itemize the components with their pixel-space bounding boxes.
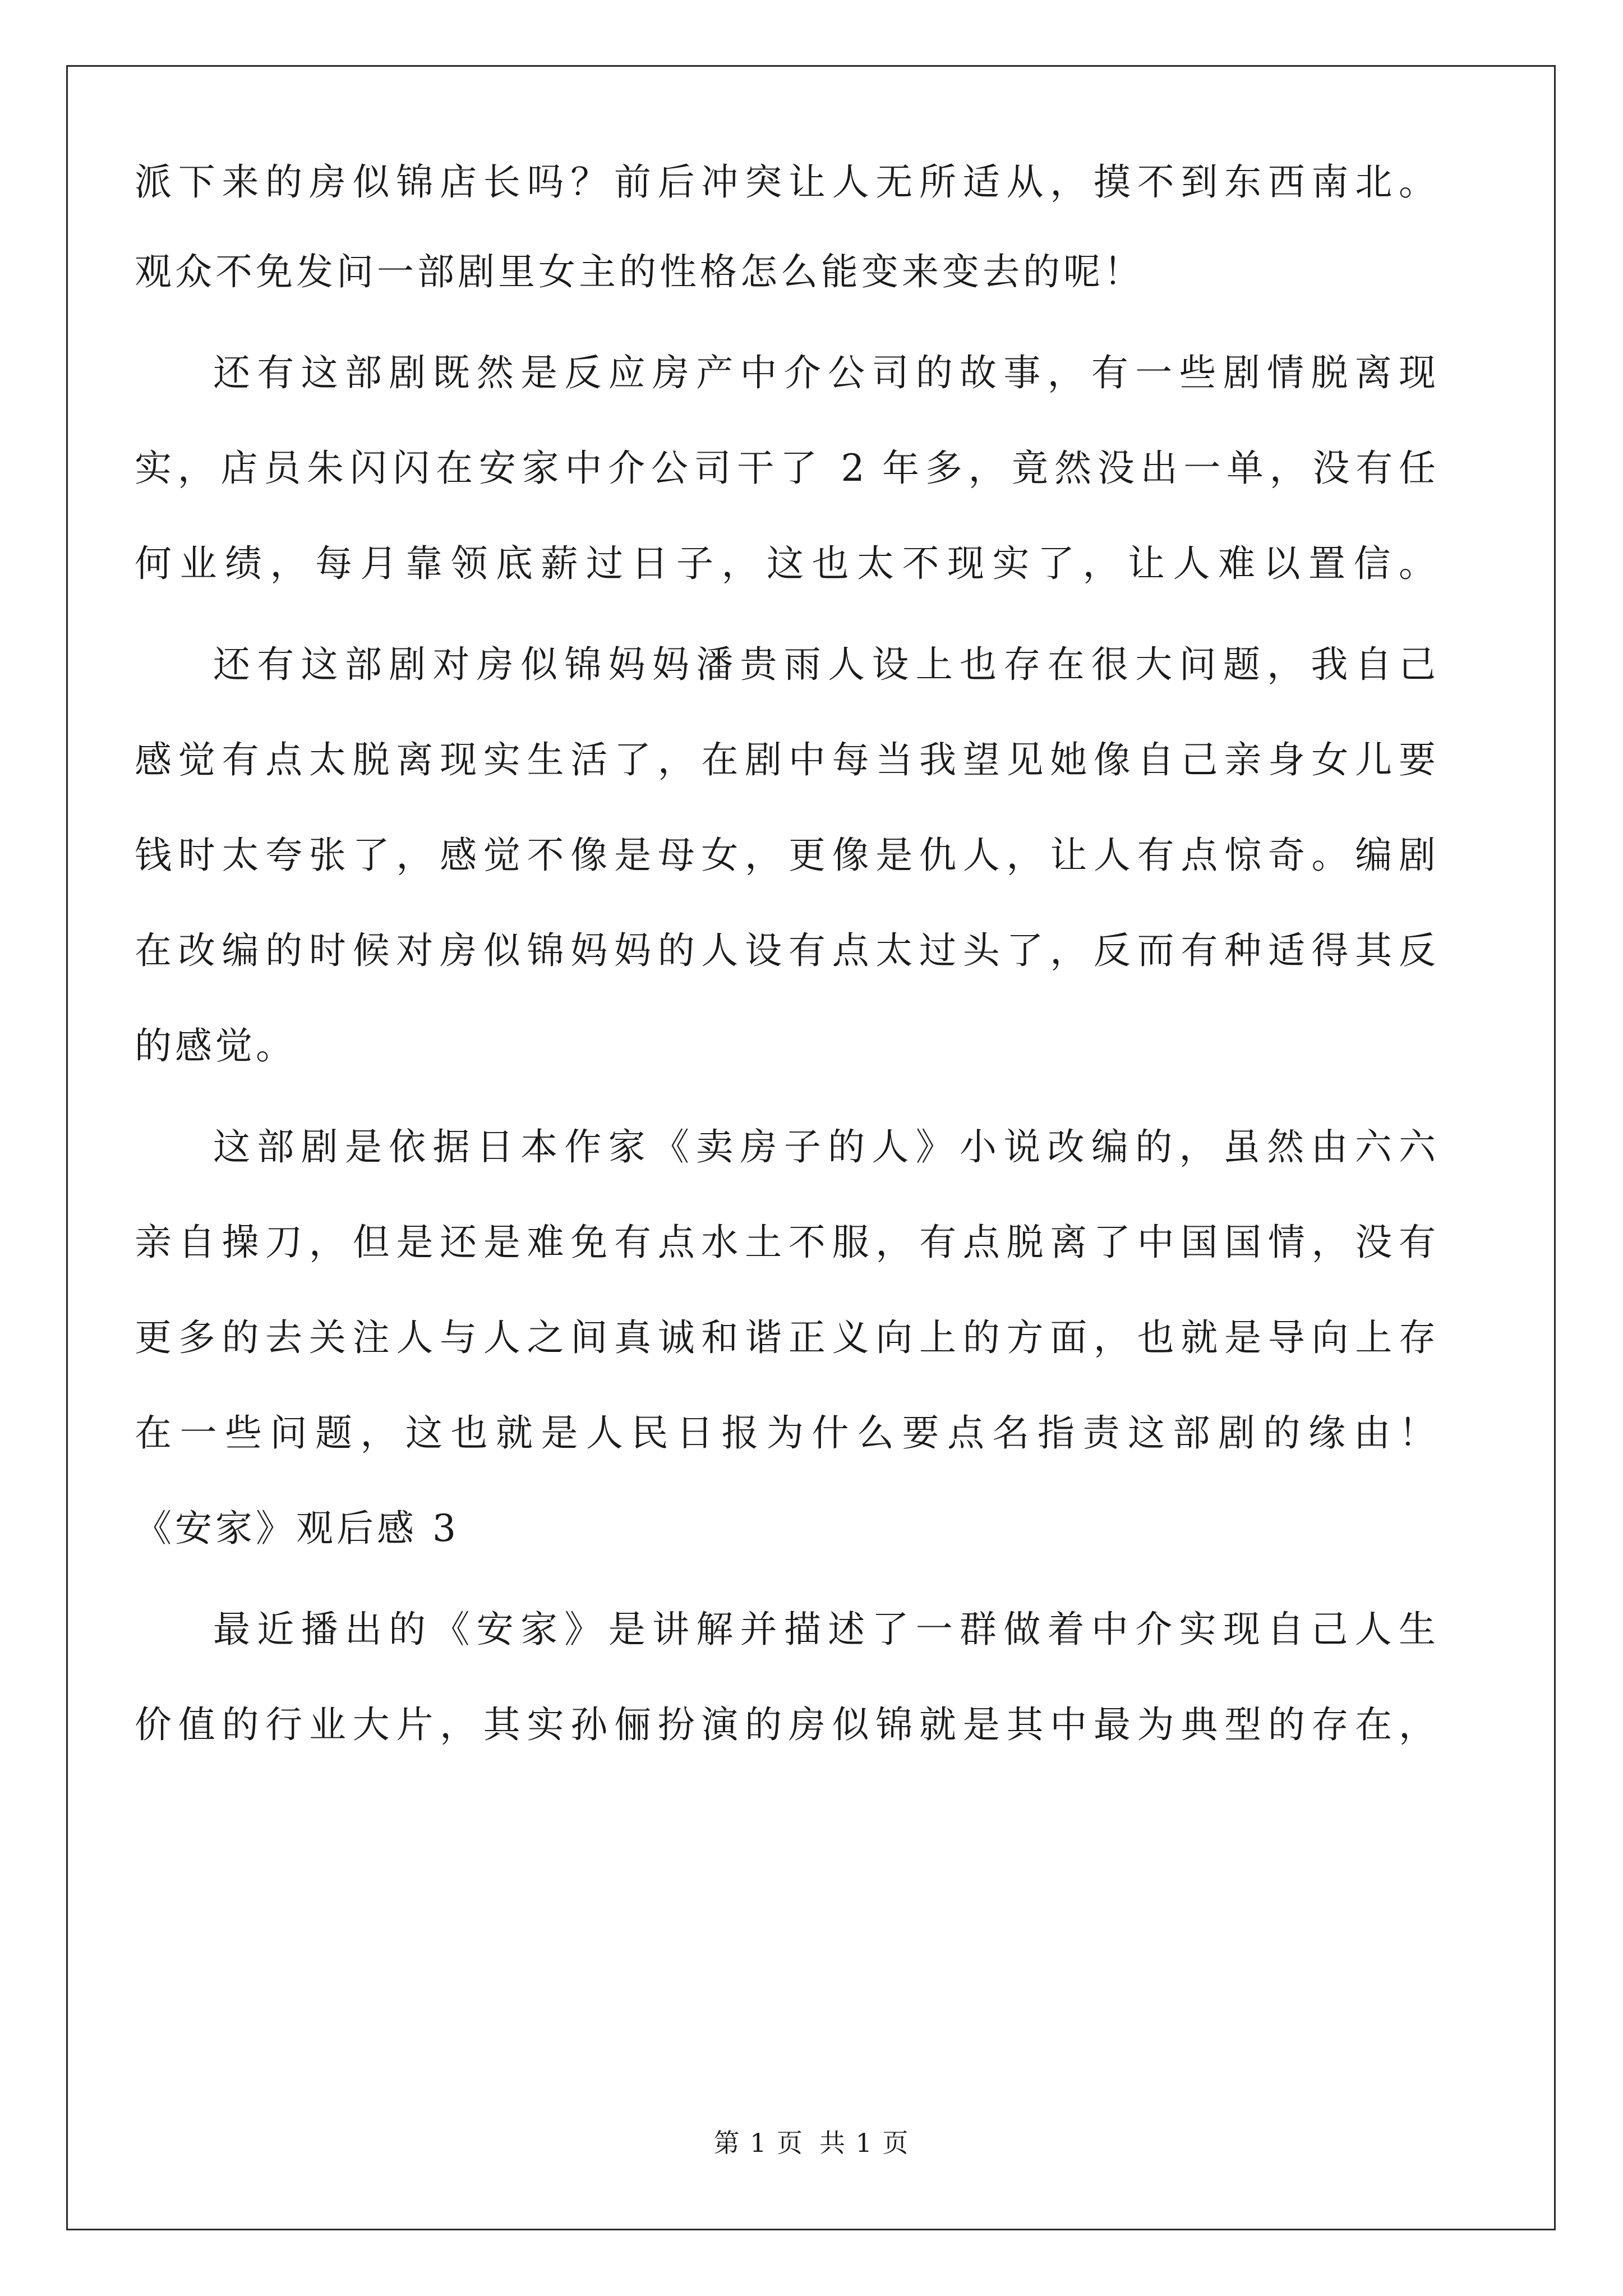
text-line: 观众不免发问一部剧里女主的性格怎么能变来变去的呢！ xyxy=(135,250,1144,293)
text-line: 还有这部剧对房似锦妈妈潘贵雨人设上也存在很大问题，我自己 xyxy=(213,643,1436,686)
text-line: 何业绩，每月靠领底薪过日子，这也太不现实了，让人难以置信。 xyxy=(135,542,1436,585)
text-line: 感觉有点太脱离现实生活了，在剧中每当我望见她像自己亲身女儿要 xyxy=(135,738,1436,781)
text-line: 派下来的房似锦店长吗？前后冲突让人无所适从，摸不到东西南北。 xyxy=(135,160,1436,204)
text-line: 在改编的时候对房似锦妈妈的人设有点太过头了，反而有种适得其反 xyxy=(135,929,1436,972)
text-line: 还有这部剧既然是反应房产中介公司的故事，有一些剧情脱离现 xyxy=(213,351,1436,394)
text-line: 这部剧是依据日本作家《卖房子的人》小说改编的，虽然由六六 xyxy=(213,1125,1436,1168)
text-line: 亲自操刀，但是还是难免有点水土不服，有点脱离了中国国情，没有 xyxy=(135,1221,1436,1264)
text-line: 在一些问题，这也就是人民日报为什么要点名指责这部剧的缘由！ xyxy=(135,1411,1436,1455)
text-line: 实，店员朱闪闪在安家中介公司干了 2 年多，竟然没出一单，没有任 xyxy=(135,447,1436,490)
text-line: 更多的去关注人与人之间真诚和谐正义向上的方面，也就是导向上存 xyxy=(135,1316,1436,1359)
section-heading: 《安家》观后感 3 xyxy=(135,1507,459,1550)
page-total: 共 1 页 xyxy=(819,2128,910,2158)
page-footer xyxy=(0,2126,1623,2160)
text-line: 最近播出的《安家》是讲解并描述了一群做着中介实现自己人生 xyxy=(213,1608,1436,1651)
text-line: 价值的行业大片，其实孙俪扮演的房似锦就是其中最为典型的存在， xyxy=(135,1703,1436,1746)
text-line: 的感觉。 xyxy=(135,1024,296,1068)
text-line: 钱时太夸张了，感觉不像是母女，更像是仇人，让人有点惊奇。编剧 xyxy=(135,834,1436,877)
page-number: 第 1 页 xyxy=(713,2128,804,2158)
